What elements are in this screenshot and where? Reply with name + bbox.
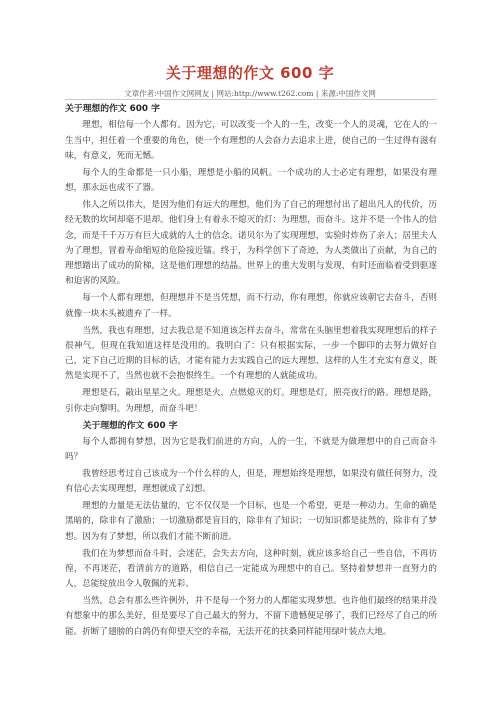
paragraph: 每个人的生命都是一只小船，理想是小船的风帆。一个成功的人士必定有理想，如果没有理想，那永远也成不了器。 bbox=[65, 167, 437, 194]
paragraph: 当然，我也有理想，过去我总是不知道该怎样去奋斗，常常在头脑里想着我实现理想后的样子很神气，但现在我知道这样是没用的。我明白了：只有根据实际，一步一个脚印的去努力做好自己，定下自己近期的目标的话，才能有能力去实践自己的远大理想，这样的人生才充实有意义，既然是实现不了，当然也就不会抱恨终生。一个有理想的人就能成功。 bbox=[65, 325, 437, 382]
paragraph: 每个人都拥有梦想，因为它是我们前进的方向，人的一生，不就是为做理想中的自己而奋斗吗？ bbox=[65, 436, 437, 463]
paragraph: 理想是石，敲出星星之火。理想是火，点燃熄灭的灯。理想是灯，照亮夜行的路。理想是路，引你走向黎明。为理想，而奋斗吧！ bbox=[65, 388, 437, 414]
divider bbox=[65, 99, 437, 100]
paragraph: 当然，总会有那么些许例外，并不是每一个努力的人都能实现梦想。也许他们最终的结果并没有想象中的那么美好，但是要尽了自己最大的努力，不留下遗憾便足够了，我们已经尽了自己的所能。折断了翅膀的白鸽仍有仰望天空的幸福，无法开花的扶桑同样能用绿叶装点大地。 bbox=[65, 596, 437, 637]
paragraph: 我们在为梦想而奋斗时，会迷茫，会失去方向，这种时刻，就应该多给自己一些自信，不再彷徨，不再迷茫，看清前方的道路，相信自己一定能成为理想中的自己。坚持着梦想并一直努力的人，总能绽放出令人敬佩的光彩。 bbox=[65, 548, 437, 590]
paragraph: 理想的力量是无法估量的，它不仅仅是一个目标，也是一个希望，更是一种动力。生命的确是黑暗的，除非有了激励；一切激励都是盲目的，除非有了知识；一切知识都是徒然的，除非有了梦想。因为有了梦想，所以我们才能不断前进。 bbox=[65, 501, 437, 542]
article-meta: 文章作者:中国作文网网友 | 网站:http://www.t262.com | 来源:中国作文网 bbox=[124, 89, 376, 98]
paragraph: 每一个人都有理想，但理想并不是当凭想，而不行动，你有理想，你就应该朝它去奋斗，否则就像一块木头被遗弃了一样。 bbox=[65, 293, 437, 319]
section-heading: 关于理想的作文 600 字 bbox=[65, 104, 160, 114]
section-heading: 关于理想的作文 600 字 bbox=[82, 420, 178, 431]
article-title: 关于理想的作文 600 字 bbox=[165, 64, 335, 82]
article-body bbox=[65, 102, 437, 642]
paragraph: 理想，相信每一个人都有。因为它，可以改变一个人的一生，改变一个人的灵魂，它在人的一生当中，担任着一个重要的角色，使一个有理想的人会奋力去追求上进，使自己的一生过得有滋有味，有意义，死而无憾。 bbox=[65, 120, 437, 161]
paragraph: 伟人之所以伟大，是因为他们有远大的理想，他们为了自己的理想付出了超出凡人的代价，历经无数的坎坷却毫不退却。他们身上有着永不熄灭的灯：为理想，而奋斗。这并不是一个伟人的信念，而是千千万万有巨大成就的人士的信念。诺贝尔为了实现理想，实验时炸伤了亲人；居里夫人为了理想，冒着寿命缩短的危险接近镭。终于，为科学创下了奇迹，为人类做出了贡献，为自己的理想踏出了成功的阶梯，这是他们理想的结晶。世界上的重大发明与发现，有时还面临着受到驱逐和迫害的风险。 bbox=[65, 199, 437, 287]
paragraph: 我曾经思考过自己该成为一个什么样的人，但是，理想始终是理想，如果没有做任何努力，没有信心去实现理想，理想就成了幻想。 bbox=[65, 468, 437, 495]
